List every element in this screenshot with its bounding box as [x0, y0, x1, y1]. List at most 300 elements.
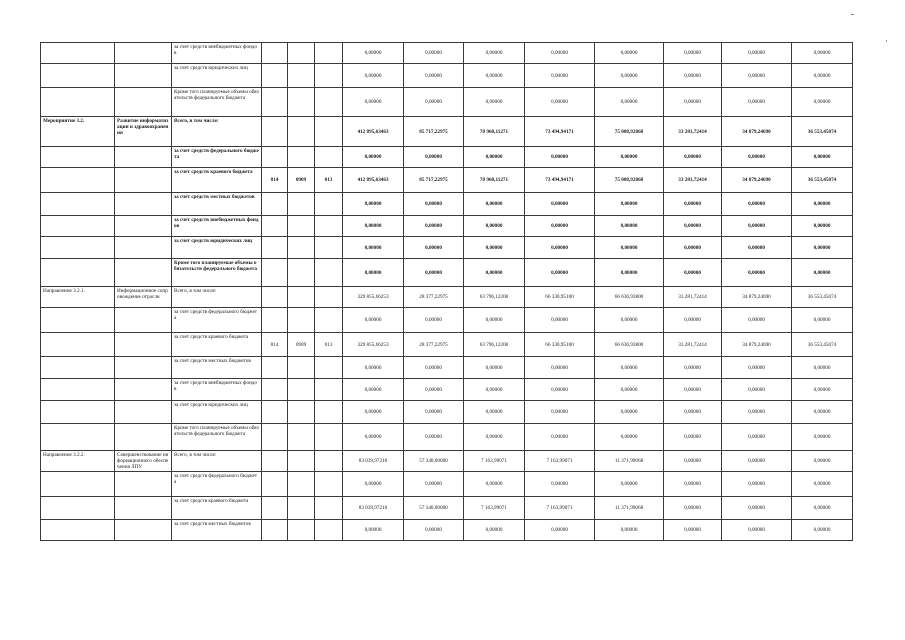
amount-cell: 0,00000: [464, 308, 525, 333]
code-cell: [288, 451, 315, 472]
amount-cell: 0,00000: [792, 216, 853, 237]
code-cell: [315, 259, 343, 287]
code-cell: [315, 64, 343, 88]
measure-cell: [41, 193, 115, 216]
amount-cell: 0,00000: [464, 379, 525, 401]
amount-cell: 0,00000: [664, 357, 722, 379]
amount-cell: 0,00000: [404, 216, 464, 237]
amount-cell: 28 377,22975: [404, 333, 464, 357]
amount-cell: 70 960,11271: [464, 117, 525, 147]
amount-cell: 0,00000: [722, 357, 792, 379]
measure-cell: [41, 237, 115, 259]
amount-cell: 66 330,95100: [525, 287, 595, 308]
amount-cell: 0,00000: [664, 193, 722, 216]
amount-cell: 0,00000: [464, 401, 525, 424]
code-cell: [262, 259, 288, 287]
amount-cell: 83 039,97210: [343, 451, 404, 472]
code-cell: [262, 379, 288, 401]
amount-cell: 0,00000: [404, 472, 464, 497]
amount-cell: 0,00000: [722, 43, 792, 64]
amount-cell: 0,00000: [792, 193, 853, 216]
amount-cell: 0,00000: [525, 193, 595, 216]
amount-cell: 0,00000: [404, 424, 464, 451]
amount-cell: 36 553,45074: [792, 168, 853, 193]
amount-cell: 0,00000: [792, 259, 853, 287]
amount-cell: 34 879,24690: [722, 168, 792, 193]
amount-cell: 0,00000: [404, 259, 464, 287]
amount-cell: 0,00000: [664, 237, 722, 259]
amount-cell: 0,00000: [595, 193, 664, 216]
amount-cell: 0,00000: [792, 451, 853, 472]
measure-cell: [41, 472, 115, 497]
amount-cell: 0,00000: [595, 64, 664, 88]
table-row: [41, 357, 853, 379]
amount-cell: 0,00000: [595, 520, 664, 541]
table-row: [41, 43, 853, 64]
amount-cell: 0,00000: [722, 64, 792, 88]
measure-name-cell: Информационное сопровождение отрасли: [115, 287, 172, 308]
amount-cell: 0,00000: [595, 357, 664, 379]
measure-cell: [41, 357, 115, 379]
code-cell: [262, 357, 288, 379]
amount-cell: 0,00000: [525, 237, 595, 259]
amount-cell: 75 008,92868: [595, 117, 664, 147]
amount-cell: 0,00000: [664, 401, 722, 424]
amount-cell: 0,00000: [404, 379, 464, 401]
code-cell: [262, 472, 288, 497]
amount-cell: 0,00000: [664, 379, 722, 401]
amount-cell: 0,00000: [404, 193, 464, 216]
amount-cell: 63 796,12200: [464, 287, 525, 308]
amount-cell: 412 895,63463: [343, 168, 404, 193]
amount-cell: 0,00000: [792, 88, 853, 117]
amount-cell: 28 377,22975: [404, 287, 464, 308]
code-cell: [262, 216, 288, 237]
code-cell: [288, 193, 315, 216]
amount-cell: 36 553,45074: [792, 287, 853, 308]
code-cell: [288, 287, 315, 308]
measure-cell: [41, 308, 115, 333]
amount-cell: 0,00000: [722, 379, 792, 401]
code-cell: [262, 520, 288, 541]
amount-cell: 0,00000: [343, 216, 404, 237]
measure-cell: Мероприятие 3.2.: [41, 117, 115, 147]
funding-source-cell: за счет средств местных бюджетов: [172, 357, 262, 379]
code-cell: [288, 216, 315, 237]
code-cell: [315, 117, 343, 147]
amount-cell: 0,00000: [792, 43, 853, 64]
code-cell: [262, 117, 288, 147]
measure-cell: [41, 379, 115, 401]
amount-cell: 0,00000: [464, 43, 525, 64]
amount-cell: 0,00000: [664, 64, 722, 88]
table-row: [41, 424, 853, 451]
amount-cell: 0,00000: [404, 308, 464, 333]
code-cell: 013: [315, 168, 343, 193]
amount-cell: 34 879,24690: [722, 287, 792, 308]
funding-source-cell: за счет средств местных бюджетов: [172, 193, 262, 216]
code-cell: [315, 472, 343, 497]
amount-cell: 36 553,45074: [792, 333, 853, 357]
code-cell: [315, 357, 343, 379]
amount-cell: 0,00000: [343, 472, 404, 497]
amount-cell: 0,00000: [525, 64, 595, 88]
amount-cell: 0,00000: [404, 401, 464, 424]
amount-cell: 0,00000: [595, 401, 664, 424]
measure-cell: [41, 216, 115, 237]
amount-cell: 0,00000: [525, 308, 595, 333]
code-cell: [262, 308, 288, 333]
code-cell: [315, 451, 343, 472]
amount-cell: 7 163,99071: [525, 497, 595, 520]
table-row: [41, 117, 853, 147]
code-cell: [288, 43, 315, 64]
table-row: [41, 237, 853, 259]
amount-cell: 0,00000: [792, 401, 853, 424]
amount-cell: 0,00000: [595, 216, 664, 237]
budget-table: [40, 42, 853, 541]
amount-cell: 0,00000: [404, 43, 464, 64]
measure-name-cell: Развитие информатизации и здравоохранения: [115, 117, 172, 147]
measure-cell: [41, 64, 115, 88]
funding-source-cell: за счет средств федерального бюджета: [172, 472, 262, 497]
funding-source-cell: Всего, в том числе:: [172, 451, 262, 472]
amount-cell: 0,00000: [664, 259, 722, 287]
amount-cell: 66 636,93800: [595, 333, 664, 357]
amount-cell: 0,00000: [792, 308, 853, 333]
amount-cell: 7 163,99071: [525, 451, 595, 472]
amount-cell: 0,00000: [664, 43, 722, 64]
code-cell: [288, 64, 315, 88]
code-cell: [288, 472, 315, 497]
code-cell: [262, 287, 288, 308]
amount-cell: 0,00000: [595, 472, 664, 497]
code-cell: [262, 43, 288, 64]
amount-cell: 0,00000: [722, 424, 792, 451]
code-cell: 814: [262, 168, 288, 193]
amount-cell: 73 494,94171: [525, 168, 595, 193]
amount-cell: 7 163,99071: [464, 497, 525, 520]
amount-cell: 7 163,99071: [464, 451, 525, 472]
amount-cell: 0,00000: [343, 64, 404, 88]
code-cell: [315, 147, 343, 168]
amount-cell: 0,00000: [343, 147, 404, 168]
funding-source-cell: за счет средств юридических лиц: [172, 401, 262, 424]
amount-cell: 0,00000: [792, 520, 853, 541]
measure-name-cell: [115, 520, 172, 541]
funding-source-cell: Кроме того планируемые объемы обязательств федерального бюджета: [172, 424, 262, 451]
table-row: [41, 287, 853, 308]
measure-name-cell: [115, 333, 172, 357]
amount-cell: 0,00000: [343, 424, 404, 451]
measure-cell: [41, 259, 115, 287]
amount-cell: 0,00000: [464, 147, 525, 168]
table-row: [41, 64, 853, 88]
measure-name-cell: [115, 43, 172, 64]
amount-cell: 0,00000: [404, 147, 464, 168]
amount-cell: 0,00000: [343, 401, 404, 424]
amount-cell: 33 281,72414: [664, 333, 722, 357]
measure-cell: [41, 43, 115, 64]
amount-cell: 0,00000: [664, 520, 722, 541]
amount-cell: 0,00000: [722, 497, 792, 520]
amount-cell: 0,00000: [722, 193, 792, 216]
amount-cell: 0,00000: [664, 88, 722, 117]
amount-cell: 11 371,99068: [595, 497, 664, 520]
amount-cell: 329 855,66253: [343, 333, 404, 357]
amount-cell: 0,00000: [722, 237, 792, 259]
scan-mark: [851, 14, 854, 15]
code-cell: [315, 308, 343, 333]
amount-cell: 0,00000: [595, 147, 664, 168]
amount-cell: 34 879,24690: [722, 117, 792, 147]
code-cell: [315, 237, 343, 259]
amount-cell: 0,00000: [792, 497, 853, 520]
amount-cell: 75 008,92868: [595, 168, 664, 193]
measure-cell: [41, 147, 115, 168]
table-row: [41, 308, 853, 333]
amount-cell: 0,00000: [792, 424, 853, 451]
code-cell: [262, 424, 288, 451]
table-row: [41, 216, 853, 237]
measure-name-cell: [115, 308, 172, 333]
amount-cell: 0,00000: [343, 520, 404, 541]
code-cell: [315, 497, 343, 520]
amount-cell: 73 494,94171: [525, 117, 595, 147]
amount-cell: 0,00000: [792, 357, 853, 379]
amount-cell: 0,00000: [595, 424, 664, 451]
code-cell: [288, 424, 315, 451]
measure-cell: [41, 401, 115, 424]
amount-cell: 57 340,00000: [404, 497, 464, 520]
amount-cell: 329 855,66253: [343, 287, 404, 308]
code-cell: [262, 451, 288, 472]
amount-cell: 0,00000: [464, 88, 525, 117]
table-row: [41, 472, 853, 497]
code-cell: [315, 216, 343, 237]
amount-cell: 0,00000: [404, 64, 464, 88]
amount-cell: 0,00000: [343, 259, 404, 287]
amount-cell: 0,00000: [722, 520, 792, 541]
amount-cell: 33 281,72414: [664, 117, 722, 147]
code-cell: [315, 424, 343, 451]
table-row: [41, 520, 853, 541]
amount-cell: 0,00000: [404, 88, 464, 117]
code-cell: [315, 379, 343, 401]
amount-cell: 0,00000: [595, 237, 664, 259]
code-cell: [288, 401, 315, 424]
measure-name-cell: [115, 259, 172, 287]
table-row: [41, 88, 853, 117]
measure-name-cell: [115, 472, 172, 497]
code-cell: [262, 147, 288, 168]
amount-cell: 0,00000: [464, 64, 525, 88]
amount-cell: 70 960,11271: [464, 168, 525, 193]
measure-cell: [41, 88, 115, 117]
amount-cell: 0,00000: [792, 64, 853, 88]
code-cell: [262, 497, 288, 520]
measure-cell: [41, 497, 115, 520]
amount-cell: 0,00000: [722, 451, 792, 472]
amount-cell: 33 281,72414: [664, 287, 722, 308]
amount-cell: 0,00000: [525, 259, 595, 287]
table-row: [41, 168, 853, 193]
amount-cell: 63 796,12200: [464, 333, 525, 357]
amount-cell: 0,00000: [722, 88, 792, 117]
amount-cell: 0,00000: [664, 424, 722, 451]
measure-name-cell: [115, 497, 172, 520]
measure-cell: Направление 3.2.2.: [41, 451, 115, 472]
amount-cell: 0,00000: [792, 472, 853, 497]
code-cell: [315, 287, 343, 308]
amount-cell: 0,00000: [464, 472, 525, 497]
funding-source-cell: за счет средств юридических лиц: [172, 237, 262, 259]
funding-source-cell: за счет средств внебюджетных фондов: [172, 379, 262, 401]
amount-cell: 0,00000: [343, 193, 404, 216]
amount-cell: 0,00000: [664, 147, 722, 168]
amount-cell: 0,00000: [525, 88, 595, 117]
funding-source-cell: за счет средств юридических лиц: [172, 64, 262, 88]
funding-source-cell: за счет средств федерального бюджета: [172, 308, 262, 333]
table-row: [41, 147, 853, 168]
code-cell: 0909: [288, 168, 315, 193]
amount-cell: 0,00000: [404, 357, 464, 379]
amount-cell: 0,00000: [722, 308, 792, 333]
amount-cell: 0,00000: [722, 472, 792, 497]
amount-cell: 0,00000: [525, 401, 595, 424]
code-cell: [288, 147, 315, 168]
measure-name-cell: [115, 168, 172, 193]
amount-cell: 0,00000: [722, 259, 792, 287]
measure-cell: [41, 168, 115, 193]
amount-cell: 0,00000: [525, 472, 595, 497]
code-cell: [315, 88, 343, 117]
measure-name-cell: [115, 379, 172, 401]
table-row: [41, 497, 853, 520]
code-cell: [288, 117, 315, 147]
funding-source-cell: за счет средств краевого бюджета: [172, 333, 262, 357]
funding-source-cell: за счет средств краевого бюджета: [172, 168, 262, 193]
amount-cell: 66 636,93800: [595, 287, 664, 308]
measure-cell: [41, 424, 115, 451]
amount-cell: 0,00000: [464, 520, 525, 541]
amount-cell: 34 879,24690: [722, 333, 792, 357]
table-row: [41, 259, 853, 287]
amount-cell: 0,00000: [464, 424, 525, 451]
code-cell: [315, 193, 343, 216]
measure-cell: [41, 520, 115, 541]
amount-cell: 0,00000: [525, 147, 595, 168]
measure-name-cell: [115, 237, 172, 259]
funding-source-cell: Всего, в том числе:: [172, 287, 262, 308]
measure-name-cell: [115, 88, 172, 117]
amount-cell: 0,00000: [792, 379, 853, 401]
amount-cell: 66 330,95100: [525, 333, 595, 357]
code-cell: [315, 43, 343, 64]
amount-cell: 33 281,72414: [664, 168, 722, 193]
scan-mark: [886, 40, 887, 42]
funding-source-cell: за счет средств внебюджетных фондов: [172, 216, 262, 237]
code-cell: [288, 379, 315, 401]
measure-name-cell: [115, 193, 172, 216]
table-row: [41, 451, 853, 472]
funding-source-cell: за счет средств внебюджетных фондов: [172, 43, 262, 64]
measure-name-cell: Совершенствование информационного обеспечения ЛПУ: [115, 451, 172, 472]
funding-source-cell: за счет средств краевого бюджета: [172, 497, 262, 520]
amount-cell: 83 039,97210: [343, 497, 404, 520]
amount-cell: 36 553,45074: [792, 117, 853, 147]
amount-cell: 0,00000: [525, 520, 595, 541]
code-cell: [262, 88, 288, 117]
amount-cell: 85 717,22975: [404, 168, 464, 193]
amount-cell: 57 340,00000: [404, 451, 464, 472]
code-cell: [262, 64, 288, 88]
funding-source-cell: Кроме того планируемые объемы обязательств федерального бюджета: [172, 259, 262, 287]
amount-cell: 0,00000: [404, 520, 464, 541]
code-cell: 0909: [288, 333, 315, 357]
amount-cell: 0,00000: [595, 308, 664, 333]
measure-name-cell: [115, 147, 172, 168]
amount-cell: 0,00000: [525, 424, 595, 451]
code-cell: [262, 193, 288, 216]
code-cell: [288, 88, 315, 117]
code-cell: [288, 237, 315, 259]
amount-cell: 0,00000: [664, 216, 722, 237]
code-cell: [288, 308, 315, 333]
amount-cell: 0,00000: [722, 401, 792, 424]
amount-cell: 0,00000: [525, 357, 595, 379]
amount-cell: 0,00000: [464, 193, 525, 216]
amount-cell: 0,00000: [792, 147, 853, 168]
amount-cell: 0,00000: [664, 497, 722, 520]
amount-cell: 0,00000: [722, 147, 792, 168]
funding-source-cell: Кроме того планируемые объемы обязательств федерального бюджета: [172, 88, 262, 117]
table-row: [41, 379, 853, 401]
code-cell: [288, 520, 315, 541]
measure-name-cell: [115, 424, 172, 451]
amount-cell: 0,00000: [664, 472, 722, 497]
measure-name-cell: [115, 216, 172, 237]
code-cell: [315, 401, 343, 424]
amount-cell: 11 371,99068: [595, 451, 664, 472]
code-cell: [262, 237, 288, 259]
amount-cell: 0,00000: [343, 357, 404, 379]
amount-cell: 0,00000: [343, 379, 404, 401]
funding-source-cell: за счет средств местных бюджетов: [172, 520, 262, 541]
amount-cell: 0,00000: [343, 43, 404, 64]
amount-cell: 0,00000: [464, 357, 525, 379]
table-row: [41, 333, 853, 357]
amount-cell: 0,00000: [404, 237, 464, 259]
code-cell: [262, 401, 288, 424]
code-cell: [315, 520, 343, 541]
amount-cell: 0,00000: [595, 259, 664, 287]
code-cell: 814: [262, 333, 288, 357]
code-cell: 013: [315, 333, 343, 357]
amount-cell: 0,00000: [464, 259, 525, 287]
amount-cell: 0,00000: [464, 216, 525, 237]
amount-cell: 0,00000: [525, 216, 595, 237]
amount-cell: 0,00000: [343, 237, 404, 259]
code-cell: [288, 259, 315, 287]
measure-name-cell: [115, 401, 172, 424]
code-cell: [288, 497, 315, 520]
amount-cell: 85 717,22975: [404, 117, 464, 147]
table-row: [41, 401, 853, 424]
amount-cell: 0,00000: [525, 43, 595, 64]
measure-cell: [41, 333, 115, 357]
amount-cell: 0,00000: [792, 237, 853, 259]
